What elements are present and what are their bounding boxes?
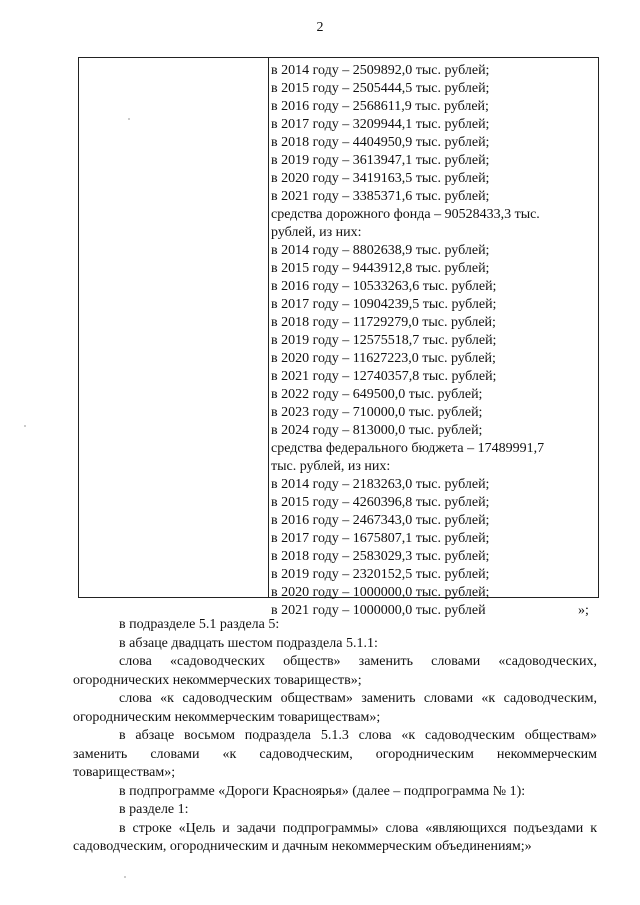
table-line: в 2014 году – 2509892,0 тыс. рублей; — [271, 63, 490, 78]
paragraph: в абзаце двадцать шестом подраздела 5.1.1: — [119, 635, 378, 651]
table-line: в 2020 году – 3419163,5 тыс. рублей; — [271, 171, 490, 186]
table-line: средства дорожного фонда – 90528433,3 тыс. — [271, 207, 540, 222]
paragraph: слова «к садоводческим обществам» заменить словами «к садоводческим, огородническим некоммерческим товариществам»; — [73, 691, 597, 725]
table-line: в 2019 году – 3613947,1 тыс. рублей; — [271, 153, 490, 168]
funding-table — [78, 57, 599, 618]
table-line: тыс. рублей, из них: — [271, 459, 391, 474]
table-line: рублей, из них: — [271, 225, 362, 240]
paragraph: слова «садоводческих обществ» заменить словами «садоводческих, огороднических некоммерческих товариществ»; — [73, 654, 597, 688]
table-line: в 2014 году – 2183263,0 тыс. рублей; — [271, 477, 490, 492]
paragraph: в подразделе 5.1 раздела 5: — [119, 617, 280, 632]
table-line: в 2020 году – 1000000,0 тыс. рублей; — [271, 585, 490, 600]
closing-quote: »; — [578, 603, 589, 618]
scan-speck — [128, 118, 130, 120]
paragraph: в разделе 1: — [119, 802, 189, 817]
table-line: в 2021 году – 3385371,6 тыс. рублей; — [271, 189, 490, 204]
table-line: в 2021 году – 12740357,8 тыс. рублей; — [271, 369, 497, 384]
table-line: в 2015 году – 9443912,8 тыс. рублей; — [271, 261, 490, 276]
scan-speck — [24, 425, 26, 427]
table-line: в 2019 году – 2320152,5 тыс. рублей; — [271, 567, 490, 582]
scan-speck — [124, 876, 126, 878]
table-right-cell — [269, 58, 598, 618]
table-line: в 2014 году – 8802638,9 тыс. рублей; — [271, 243, 490, 258]
table-line: в 2017 году – 1675807,1 тыс. рублей; — [271, 531, 490, 546]
table-line: в 2016 году – 2568611,9 тыс. рублей; — [271, 99, 489, 114]
table-line: в 2018 году – 2583029,3 тыс. рублей; — [271, 549, 490, 564]
table-line: в 2015 году – 2505444,5 тыс. рублей; — [271, 81, 490, 96]
table-line: в 2018 году – 11729279,0 тыс. рублей; — [271, 315, 496, 330]
table-line: в 2020 году – 11627223,0 тыс. рублей; — [271, 351, 496, 366]
document-body — [73, 616, 597, 857]
page-number: 2 — [316, 20, 324, 35]
table-line: в 2016 году – 10533263,6 тыс. рублей; — [271, 279, 497, 294]
table-line: в 2024 году – 813000,0 тыс. рублей; — [271, 423, 483, 438]
table-line: в 2021 году – 1000000,0 тыс. рублей — [271, 603, 486, 618]
table-line: в 2016 году – 2467343,0 тыс. рублей; — [271, 513, 490, 528]
paragraph: в строке «Цель и задачи подпрограммы» слова «являющихся подъездами к садоводческим, огородническим и дачным некоммерческим объединениям;» — [73, 820, 597, 854]
paragraph: в абзаце восьмом подраздела 5.1.3 слова «к садоводческим обществам» заменить словами «к садоводческим, огородническим некоммерческим товариществам»; — [73, 728, 597, 780]
table-line: в 2019 году – 12575518,7 тыс. рублей; — [271, 333, 497, 348]
table-left-cell — [79, 58, 269, 597]
table-line: в 2017 году – 3209944,1 тыс. рублей; — [271, 117, 490, 132]
table-line: в 2017 году – 10904239,5 тыс. рублей; — [271, 297, 497, 312]
table-line: в 2022 году – 649500,0 тыс. рублей; — [271, 387, 483, 402]
table-line: в 2015 году – 4260396,8 тыс. рублей; — [271, 495, 490, 510]
table-line: средства федерального бюджета – 17489991,7 — [271, 441, 545, 456]
table-line: в 2018 году – 4404950,9 тыс. рублей; — [271, 135, 490, 150]
table-line: в 2023 году – 710000,0 тыс. рублей; — [271, 405, 483, 420]
paragraph: в подпрограмме «Дороги Красноярья» (далее – подпрограмма № 1): — [119, 783, 526, 799]
